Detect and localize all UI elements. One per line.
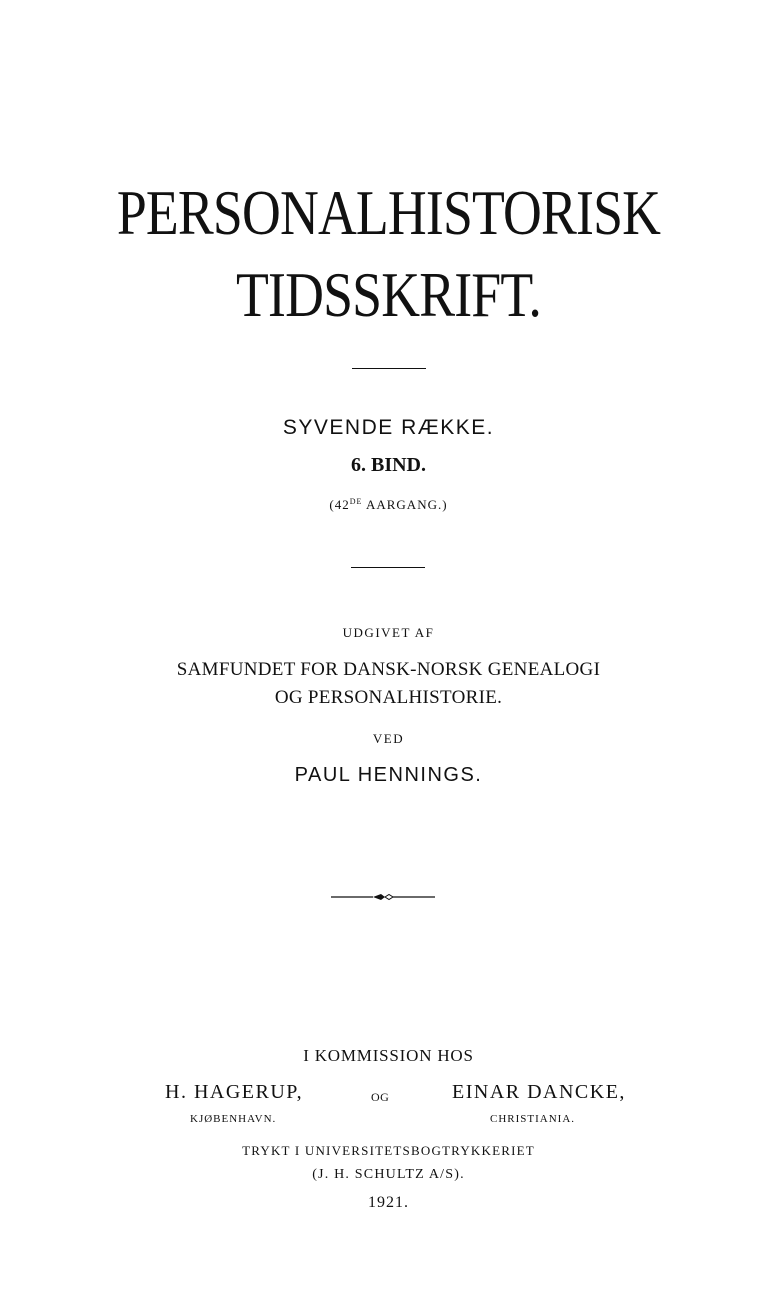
title-line-1: PERSONALHISTORISK (116, 177, 661, 248)
publisher-left-city: KJØBENHAVN. (190, 1113, 277, 1125)
conjunction-og: OG (371, 1090, 390, 1104)
year-of-issue-open: (42 (329, 497, 350, 512)
volume-label: 6. BIND. (350, 454, 426, 476)
editor-name: PAUL HENNINGS. (294, 764, 483, 786)
society-line-1: SAMFUNDET FOR DANSK-NORSK GENEALOGI (176, 659, 601, 680)
by-label: VED (372, 731, 405, 746)
published-by-label: UDGIVET AF (342, 625, 435, 640)
society-line-2: OG PERSONALHISTORIE. (274, 687, 503, 708)
publication-year: 1921. (368, 1194, 409, 1211)
commission-label: I KOMMISSION HOS (303, 1046, 474, 1065)
year-of-issue-rest: AARGANG.) (362, 497, 448, 512)
divider-rule-2 (351, 567, 425, 568)
publisher-right-city: CHRISTIANIA. (490, 1113, 576, 1125)
printer-line-1: TRYKT I UNIVERSITETSBOGTRYKKERIET (242, 1143, 535, 1158)
publisher-left-name: H. HAGERUP, (165, 1081, 304, 1103)
divider-rule-1 (352, 368, 426, 369)
printer-line-2: (J. H. SCHULTZ A/S). (312, 1167, 465, 1182)
title-line-2: TIDSSKRIFT. (236, 259, 541, 330)
ornament-rule (331, 890, 435, 904)
year-of-issue-sup: DE (349, 497, 363, 506)
series-label: SYVENDE RÆKKE. (282, 416, 495, 439)
publisher-right-name: EINAR DANCKE, (452, 1081, 626, 1103)
year-of-issue (0, 497, 777, 513)
